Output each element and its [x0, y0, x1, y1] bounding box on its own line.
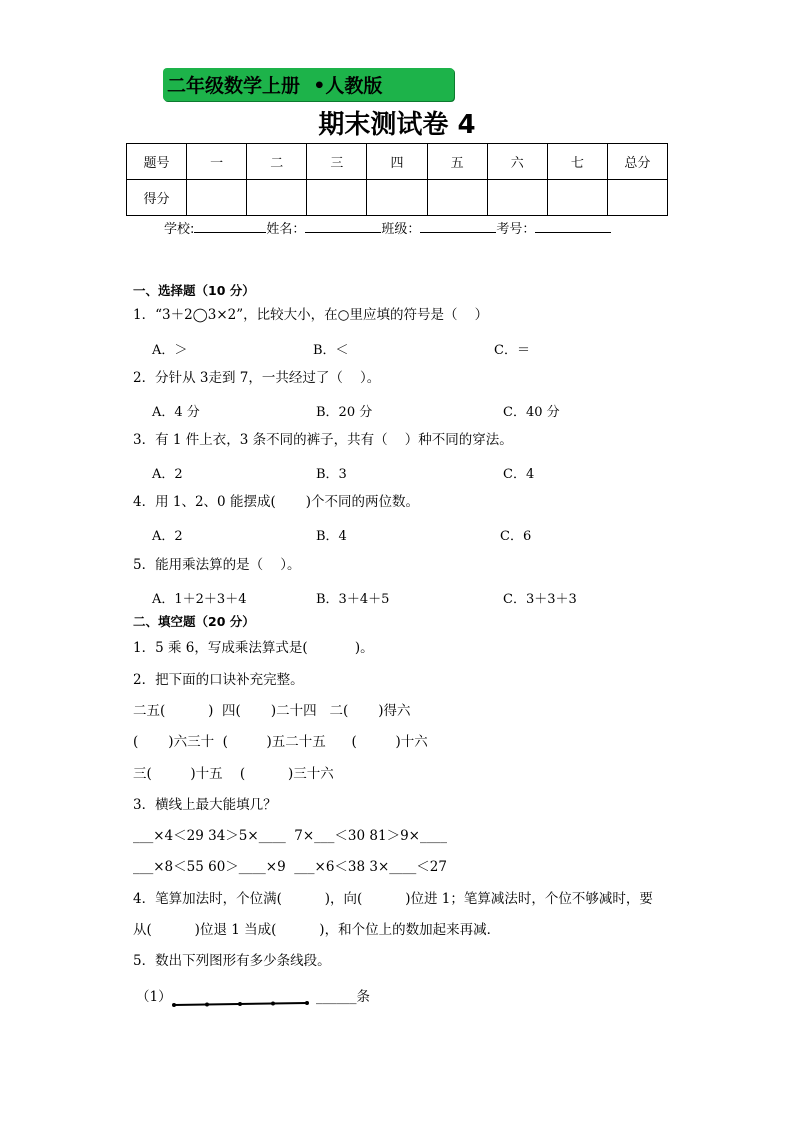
option-b[interactable]: B．20 分 [316, 405, 373, 420]
number-label: 考号： [496, 222, 536, 237]
score-table-score-row [127, 180, 668, 216]
school-blank[interactable] [194, 220, 266, 233]
score-table-header-row [127, 144, 668, 180]
question-stem: 1．“3＋2◯3×2”，比较大小，在○里应填的符号是（ ） [133, 307, 489, 323]
score-cell: 题号 [127, 144, 187, 180]
score-input-cell[interactable] [247, 180, 307, 216]
option-c[interactable]: C．3＋3＋3 [503, 592, 577, 607]
score-cell: 五 [427, 144, 487, 180]
segment-point [271, 1002, 275, 1006]
score-cell: 七 [547, 144, 607, 180]
option-c[interactable]: C．6 [500, 529, 532, 544]
score-input-cell[interactable] [367, 180, 427, 216]
score-cell: 四 [367, 144, 427, 180]
score-cell: 六 [487, 144, 547, 180]
score-cell: 二 [247, 144, 307, 180]
option-a[interactable]: A．2 [152, 529, 183, 544]
question-stem: 5．能用乘法算的是（ ）。 [133, 557, 301, 573]
page-title: 期末测试卷 4 [318, 110, 476, 140]
score-input-cell[interactable] [607, 180, 667, 216]
section-heading-choice: 一、选择题（10 分） [133, 283, 255, 298]
name-label: 姓名： [266, 222, 306, 237]
score-cell: 总分 [607, 144, 667, 180]
figure-label: （1） [136, 989, 172, 1005]
fill-line: ( )六三十 ( )五二十五 ( )十六 [133, 734, 428, 750]
option-a[interactable]: A．＞ [152, 343, 188, 358]
option-a[interactable]: A．4 分 [152, 405, 200, 420]
class-blank[interactable] [420, 220, 496, 233]
question-stem: 2．分针从 3走到 7，一共经过了（ ）。 [133, 370, 381, 386]
fill-question: 3．横线上最大能填几？ [133, 797, 277, 813]
name-blank[interactable] [305, 220, 381, 233]
line-segment-figure [172, 994, 312, 1004]
question-stem: 4．用 1、2、0 能摆成( )个不同的两位数。 [133, 494, 420, 510]
fill-question: 5．数出下列图形有多少条线段。 [133, 953, 331, 969]
class-label: 班级： [381, 222, 421, 237]
fill-line: 从( )位退 1 当成( )，和个位上的数加起来再减． [133, 922, 501, 938]
question-stem: 3．有 1 件上衣，3 条不同的裤子，共有（ ）种不同的穿法。 [133, 432, 513, 448]
score-row-label: 得分 [127, 180, 187, 216]
score-input-cell[interactable] [427, 180, 487, 216]
option-c[interactable]: C．＝ [494, 343, 530, 358]
fill-line: ___×8＜55 60＞____×9 ___×6＜38 3×____＜27 [133, 859, 447, 875]
option-a[interactable]: A．1＋2＋3＋4 [152, 592, 247, 607]
score-input-cell[interactable] [187, 180, 247, 216]
fill-question: 4．笔算加法时，个位满( )，向( )位进 1；笔算减法时，个位不够减时，要 [133, 891, 653, 907]
option-b[interactable]: B．3＋4＋5 [316, 592, 390, 607]
fill-line: 三( )十五 ( )三十六 [133, 766, 334, 782]
school-label: 学校: [164, 222, 195, 237]
grade-badge [163, 68, 454, 101]
score-input-cell[interactable] [487, 180, 547, 216]
line-segment-figure-svg [172, 999, 312, 1009]
section-heading-fill: 二、填空题（20 分） [133, 614, 255, 629]
segment-point [305, 1001, 309, 1005]
option-a[interactable]: A．2 [152, 467, 183, 482]
fill-line: 二五( ) 四( )二十四 二( )得六 [133, 703, 411, 719]
score-cell: 一 [187, 144, 247, 180]
option-b[interactable]: B．＜ [313, 343, 349, 358]
option-c[interactable]: C．40 分 [503, 405, 560, 420]
option-b[interactable]: B．4 [316, 529, 347, 544]
segment-point [172, 1003, 176, 1007]
grade-badge-text: 二年级数学上册 •人教版 [167, 75, 383, 97]
segment-point [205, 1003, 209, 1007]
option-b[interactable]: B．3 [316, 467, 347, 482]
score-input-cell[interactable] [307, 180, 367, 216]
student-info [164, 218, 611, 237]
option-c[interactable]: C．4 [503, 467, 535, 482]
score-cell: 三 [307, 144, 367, 180]
figure-answer: ______条 [316, 989, 370, 1005]
score-input-cell[interactable] [547, 180, 607, 216]
fill-question: 2．把下面的口诀补充完整。 [133, 672, 304, 688]
fill-line: ___×4＜29 34＞5×____ 7×___＜30 81＞9×____ [133, 828, 447, 844]
segment-point [238, 1002, 242, 1006]
number-blank[interactable] [535, 220, 611, 233]
score-table [126, 143, 668, 216]
fill-question: 1．5 乘 6，写成乘法算式是( )。 [133, 640, 374, 656]
